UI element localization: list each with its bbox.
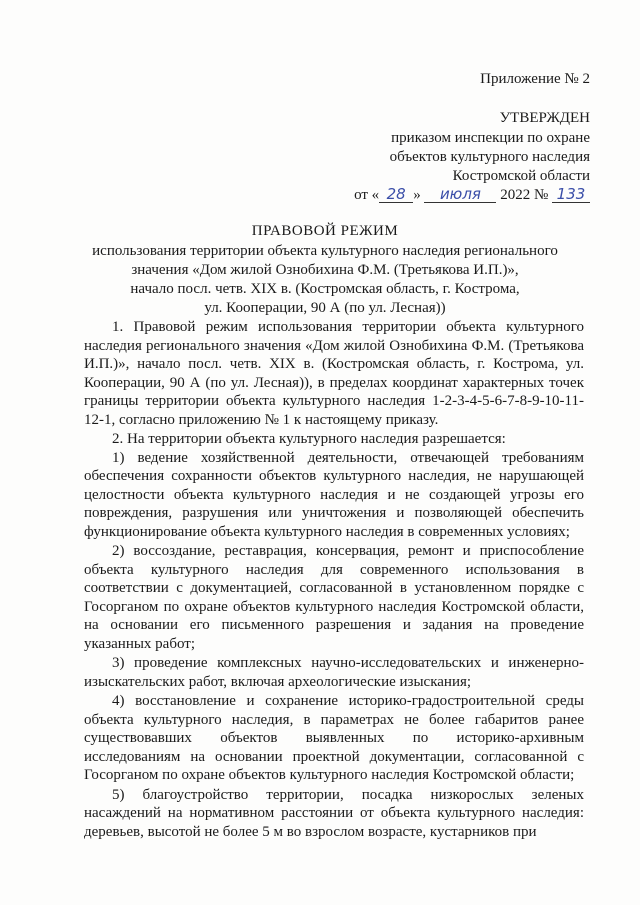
paragraph-item-5: 5) благоустройство территории, посадка низкорослых зеленых насаждений на нормативном расстоянии от объекта культурного наследия: деревьев, высотой не более 5 м во взрослом возрасте, кустарников при bbox=[84, 786, 584, 840]
handwritten-order-number: 133 bbox=[552, 187, 590, 203]
title-sub-3: начало посл. четв. XIX в. (Костромская область, г. Кострома, bbox=[130, 281, 520, 297]
paragraph-item-2: 2) воссоздание, реставрация, консервация, ремонт и приспособление объекта культурного наследия для современного использования в соответствии с документацией, согласованной в установленном порядке с Госорганом по охране объектов культурного наследия Костромской области, на основании его письменного разрешения и задания на проведение указанных работ; bbox=[84, 543, 584, 652]
title-sub-1: использования территории объекта культурного наследия регионального bbox=[92, 243, 558, 259]
order-date-line bbox=[290, 186, 590, 205]
date-mid: » bbox=[413, 187, 421, 203]
paragraph-1: 1. Правовой режим использования территории объекта культурного наследия регионального значения «Дом жилой Ознобихина Ф.М. (Третьякова И.П.)», начало посл. четв. XIX в. (Костромская область, г. Кострома, ул. Кооперации, 90 А (по ул. Лесная)), в пределах координат характерных точек границы территории объекта культурного наследия 1-2-3-4-5-6-7-8-9-10-11-12-1, согласно приложению № 1 к настоящему приказу. bbox=[84, 319, 584, 428]
paragraph-item-3: 3) проведение комплексных научно-исследовательских и инженерно-изыскательских работ, включая археологические изыскания; bbox=[84, 655, 584, 690]
document-body bbox=[84, 318, 584, 842]
paragraph-2: 2. На территории объекта культурного наследия разрешается: bbox=[112, 431, 506, 447]
handwritten-day: 28 bbox=[379, 187, 413, 203]
handwritten-month: июля bbox=[424, 187, 496, 203]
title-sub-2: значения «Дом жилой Ознобихина Ф.М. (Третьякова И.П.)», bbox=[131, 262, 519, 278]
order-line-3: Костромской области bbox=[452, 168, 590, 184]
title-sub-4: ул. Кооперации, 90 А (по ул. Лесная)) bbox=[204, 300, 446, 316]
order-line-1: приказом инспекции по охране bbox=[391, 130, 590, 146]
order-line-2: объектов культурного наследия bbox=[389, 149, 590, 165]
approval-header bbox=[290, 70, 590, 205]
date-prefix: от « bbox=[354, 187, 380, 203]
approved-stamp-text: УТВЕРЖДЕН bbox=[499, 110, 590, 126]
paragraph-item-4: 4) восстановление и сохранение историко-градостроительной среды объекта культурного наследия, в параметрах не более габаритов ранее существовавших объектов выявленных по историко-архивным исследованиям на основании проектной документации, согласованной с Госорганом по охране объектов культурного наследия Костромской области; bbox=[84, 693, 584, 783]
year-and-number-label: 2022 № bbox=[500, 187, 549, 203]
appendix-label: Приложение № 2 bbox=[480, 71, 590, 87]
paragraph-item-1: 1) ведение хозяйственной деятельности, отвечающей требованиям обеспечения сохранности объектов культурного наследия, не нарушающей целостности объекта культурного наследия и не создающей угрозы его повреждения, разрушения или уничтожения и позволяющей обеспечить функционирование объекта культурного наследия в современных условиях; bbox=[84, 449, 584, 540]
document-title bbox=[60, 222, 590, 318]
title-main: ПРАВОВОЙ РЕЖИМ bbox=[251, 223, 399, 239]
